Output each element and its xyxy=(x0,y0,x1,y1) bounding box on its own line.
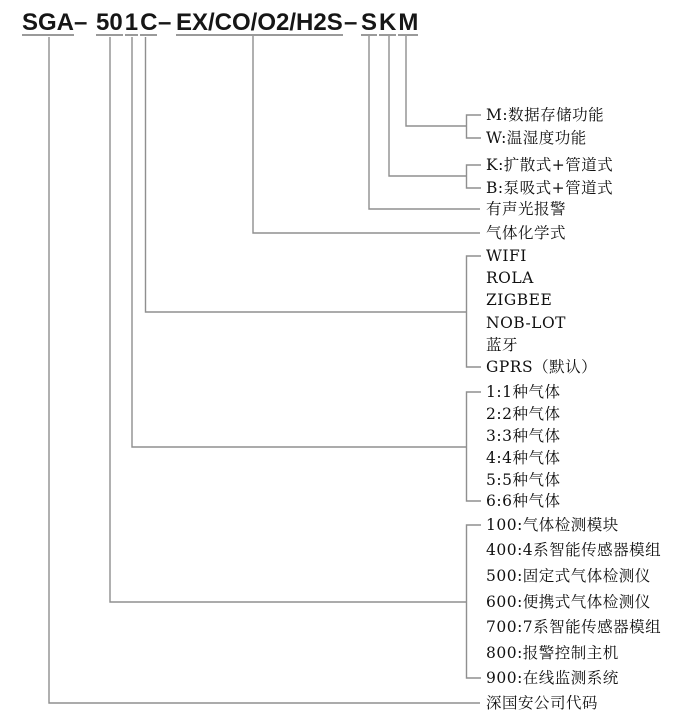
line-product-series xyxy=(110,37,467,602)
label-comm-zigbee: ZIGBEE xyxy=(486,291,553,309)
line-gas-count xyxy=(132,37,467,447)
label-series-100: 100:气体检测模块 xyxy=(486,516,619,534)
label-gas-count-6: 6:6种气体 xyxy=(486,492,561,510)
label-series-500: 500:固定式气体检测仪 xyxy=(486,567,651,585)
label-chemical: 气体化学式 xyxy=(486,224,567,242)
label-sampling-b: B:泵吸式+管道式 xyxy=(486,179,614,197)
label-series-400: 400:4系智能传感器模组 xyxy=(486,541,662,559)
label-comm-bluetooth: 蓝牙 xyxy=(486,336,519,354)
model-alarm-letter: S xyxy=(361,9,378,36)
line-sampling xyxy=(389,36,467,176)
dash-separator-1: – xyxy=(74,9,88,36)
model-series-digits: 50 xyxy=(96,9,123,36)
model-feature-letter: M xyxy=(398,9,419,36)
bracket-gas-count xyxy=(467,392,482,501)
model-gas-formula-text: EX/CO/O2/H2S xyxy=(176,9,343,36)
label-comm-wifi: WIFI xyxy=(486,247,527,265)
bracket-communication xyxy=(467,256,482,367)
line-alarm xyxy=(369,36,480,209)
label-gas-count-4: 4:4种气体 xyxy=(486,449,561,467)
model-part-suffix-group xyxy=(361,9,419,36)
label-comm-noblot: NOB-LOT xyxy=(486,314,567,332)
label-comm-gprs: GPRS（默认） xyxy=(486,358,598,376)
bracket-sampling xyxy=(467,165,482,188)
model-sampling-letter: K xyxy=(379,9,397,36)
label-gas-count-3: 3:3种气体 xyxy=(486,427,561,445)
label-sampling-k: K:扩散式+管道式 xyxy=(486,156,614,174)
label-comm-rola: ROLA xyxy=(486,269,534,287)
model-part-family xyxy=(22,9,75,36)
dash-separator-3: – xyxy=(344,9,358,36)
label-gas-count-1: 1:1种气体 xyxy=(486,383,561,401)
label-gas-count-2: 2:2种气体 xyxy=(486,405,561,423)
bracket-feature xyxy=(467,115,482,138)
line-feature xyxy=(406,36,467,126)
label-gas-count-5: 5:5种气体 xyxy=(486,471,561,489)
model-comm-letter: C xyxy=(140,9,158,36)
model-family-text: SGA xyxy=(22,9,75,36)
label-company-code: 深国安公司代码 xyxy=(486,694,599,712)
label-feature-m: M:数据存储功能 xyxy=(486,106,605,124)
model-part-gas-formula xyxy=(176,9,343,36)
model-part-series-group xyxy=(96,9,158,36)
label-feature-w: W:温湿度功能 xyxy=(486,129,587,147)
line-communication xyxy=(146,37,467,312)
line-chemical xyxy=(253,36,480,233)
label-alarm: 有声光报警 xyxy=(486,200,567,218)
dash-separator-2: – xyxy=(158,9,172,36)
label-series-700: 700:7系智能传感器模组 xyxy=(486,618,662,636)
model-gas-digit: 1 xyxy=(124,9,139,36)
label-series-800: 800:报警控制主机 xyxy=(486,644,619,662)
label-series-900: 900:在线监测系统 xyxy=(486,669,619,687)
bracket-product-series xyxy=(467,525,482,678)
label-series-600: 600:便携式气体检测仪 xyxy=(486,593,651,611)
line-company xyxy=(49,37,480,703)
